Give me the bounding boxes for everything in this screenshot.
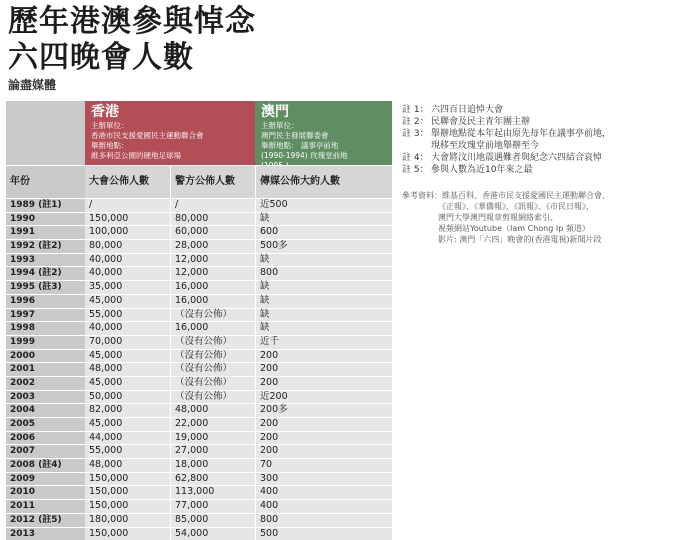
- note-text: 六四百日追悼大會: [431, 104, 503, 116]
- cell-organizer-count: 150,000: [85, 486, 170, 499]
- table-row: [6, 266, 392, 280]
- cell-organizer-count: 50,000: [85, 391, 170, 404]
- cell-police-count: （沒有公佈）: [170, 309, 255, 322]
- cell-media-count: 近500: [255, 199, 392, 212]
- cell-media-count: 300: [255, 473, 392, 486]
- cell-year: 2004: [6, 404, 85, 417]
- title-line-1: 歷年港澳參與悼念: [8, 4, 256, 40]
- table-row: [6, 349, 392, 363]
- note-label: 註 3：: [402, 128, 431, 140]
- cell-media-count: 缺: [255, 281, 392, 294]
- cell-year: 1999: [6, 336, 85, 349]
- cell-media-count: 500多: [255, 240, 392, 253]
- cell-organizer-count: 48,000: [85, 459, 170, 472]
- hongkong-name: 香港: [91, 104, 249, 121]
- cell-media-count: 缺: [255, 295, 392, 308]
- table-body: [6, 198, 392, 540]
- cell-media-count: 缺: [255, 254, 392, 267]
- note-item: [402, 128, 694, 140]
- cell-police-count: 28,000: [170, 240, 255, 253]
- table-row: [6, 321, 392, 335]
- cell-organizer-count: /: [85, 199, 170, 212]
- cell-organizer-count: 80,000: [85, 240, 170, 253]
- note-text: 大會將汶川地震遇難者與紀念六四結合哀悼: [431, 152, 602, 164]
- title-line-2: 六四晚會人數: [8, 40, 256, 76]
- hongkong-info-line: 舉辦地點：: [91, 141, 249, 151]
- cell-year: 2009: [6, 473, 85, 486]
- cell-media-count: 500: [255, 528, 392, 540]
- cell-media-count: 200: [255, 350, 392, 363]
- cell-police-count: 12,000: [170, 267, 255, 280]
- page-title: [8, 4, 256, 76]
- cell-police-count: （沒有公佈）: [170, 391, 255, 404]
- cell-year: 2005: [6, 418, 85, 431]
- table-row: [6, 485, 392, 499]
- cell-year: 2002: [6, 377, 85, 390]
- macau-info-line: 主辦單位：: [261, 121, 386, 131]
- cell-media-count: 200: [255, 377, 392, 390]
- cell-year: 2008 (註4): [6, 459, 85, 472]
- reference-line: 參考資料：維基百科、香港市民支援愛國民主運動聯合會、: [402, 190, 694, 201]
- cell-media-count: 70: [255, 459, 392, 472]
- cell-police-count: /: [170, 199, 255, 212]
- cell-year: 1993: [6, 254, 85, 267]
- note-text: 現移至玫瑰堂前地舉辦至今: [431, 140, 539, 152]
- cell-media-count: 缺: [255, 322, 392, 335]
- cell-police-count: 77,000: [170, 500, 255, 513]
- cell-organizer-count: 40,000: [85, 254, 170, 267]
- cell-organizer-count: 44,000: [85, 432, 170, 445]
- cell-police-count: 85,000: [170, 514, 255, 527]
- note-label: [402, 140, 431, 152]
- cell-organizer-count: 40,000: [85, 267, 170, 280]
- cell-organizer-count: 35,000: [85, 281, 170, 294]
- hongkong-info-line: 香港市民支援愛國民主運動聯合會: [91, 131, 249, 141]
- macau-name: 澳門: [261, 104, 386, 121]
- table-row: [6, 280, 392, 294]
- cell-media-count: 缺: [255, 213, 392, 226]
- table-row: [6, 431, 392, 445]
- column-headers: [6, 165, 392, 198]
- cell-media-count: 近千: [255, 336, 392, 349]
- references: [402, 190, 694, 245]
- cell-media-count: 200: [255, 418, 392, 431]
- cell-year: 1997: [6, 309, 85, 322]
- cell-organizer-count: 150,000: [85, 500, 170, 513]
- note-text: 民聯會及民主青年團主辦: [431, 116, 530, 128]
- cell-year: 2000: [6, 350, 85, 363]
- cell-media-count: 200: [255, 445, 392, 458]
- table-row: [6, 362, 392, 376]
- cell-year: 1989 (註1): [6, 199, 85, 212]
- note-item: [402, 164, 694, 176]
- cell-police-count: （沒有公佈）: [170, 336, 255, 349]
- cell-media-count: 200多: [255, 404, 392, 417]
- note-label: 註 4：: [402, 152, 431, 164]
- note-item: [402, 140, 694, 152]
- table-row: [6, 472, 392, 486]
- cell-year: 1996: [6, 295, 85, 308]
- note-text: 舉辦地點從本年起由原先每年在議事亭前地，: [431, 128, 611, 140]
- cell-organizer-count: 48,000: [85, 363, 170, 376]
- cell-organizer-count: 45,000: [85, 377, 170, 390]
- cell-police-count: 113,000: [170, 486, 255, 499]
- cell-police-count: （沒有公佈）: [170, 350, 255, 363]
- cell-police-count: 18,000: [170, 459, 255, 472]
- cell-police-count: 16,000: [170, 281, 255, 294]
- cell-year: 2012 (註5): [6, 514, 85, 527]
- table-row: [6, 417, 392, 431]
- cell-media-count: 200: [255, 432, 392, 445]
- cell-organizer-count: 150,000: [85, 528, 170, 540]
- table-row: [6, 499, 392, 513]
- table-row: [6, 239, 392, 253]
- cell-organizer-count: 180,000: [85, 514, 170, 527]
- reference-line: 視頻網站Youtube（Iam Chong Ip 頻道）: [402, 223, 694, 234]
- hongkong-info-line: 主辦單位：: [91, 121, 249, 131]
- note-text: 參與人數為近10年來之最: [431, 164, 532, 176]
- cell-police-count: （沒有公佈）: [170, 377, 255, 390]
- cell-police-count: 27,000: [170, 445, 255, 458]
- cell-organizer-count: 45,000: [85, 295, 170, 308]
- cell-organizer-count: 45,000: [85, 350, 170, 363]
- cell-police-count: 12,000: [170, 254, 255, 267]
- table-row: [6, 198, 392, 212]
- cell-organizer-count: 40,000: [85, 322, 170, 335]
- cell-police-count: 19,000: [170, 432, 255, 445]
- cell-media-count: 400: [255, 500, 392, 513]
- cell-police-count: （沒有公佈）: [170, 363, 255, 376]
- table-row: [6, 335, 392, 349]
- cell-media-count: 400: [255, 486, 392, 499]
- cell-media-count: 200: [255, 363, 392, 376]
- cell-police-count: 60,000: [170, 226, 255, 239]
- cell-organizer-count: 55,000: [85, 309, 170, 322]
- macau-info-line: (1990-1994) 玫瑰堂前地: [261, 151, 386, 161]
- cell-year: 1991: [6, 226, 85, 239]
- data-table: [6, 101, 392, 540]
- cell-year: 1994 (註2): [6, 267, 85, 280]
- column-header-organizer: 大會公佈人數: [85, 166, 170, 198]
- source-label: 論盡媒體: [8, 76, 56, 93]
- note-item: [402, 116, 694, 128]
- table-row: [6, 308, 392, 322]
- notes-list: [402, 104, 694, 176]
- table-row: [6, 253, 392, 267]
- cell-media-count: 缺: [255, 309, 392, 322]
- table-row: [6, 513, 392, 527]
- note-item: [402, 152, 694, 164]
- cell-police-count: 16,000: [170, 295, 255, 308]
- cell-year: 2001: [6, 363, 85, 376]
- cell-media-count: 800: [255, 267, 392, 280]
- table-row: [6, 403, 392, 417]
- reference-line: 澳門大學澳門報章剪報網絡索引、: [402, 212, 694, 223]
- cell-media-count: 800: [255, 514, 392, 527]
- header-spacer: [6, 101, 85, 165]
- cell-year: 2010: [6, 486, 85, 499]
- cell-police-count: 54,000: [170, 528, 255, 540]
- cell-organizer-count: 55,000: [85, 445, 170, 458]
- cell-police-count: 16,000: [170, 322, 255, 335]
- cell-organizer-count: 45,000: [85, 418, 170, 431]
- cell-year: 2007: [6, 445, 85, 458]
- macau-info-line: 澳門民主發展聯委會: [261, 131, 386, 141]
- cell-year: 2011: [6, 500, 85, 513]
- table-row: [6, 458, 392, 472]
- cell-organizer-count: 100,000: [85, 226, 170, 239]
- macau-header: [255, 101, 392, 165]
- reference-line: 《正報》、《華僑報》、《訊報》、《市民日報》、: [402, 201, 694, 212]
- column-header-police: 警方公佈人數: [170, 166, 255, 198]
- cell-year: 1998: [6, 322, 85, 335]
- cell-year: 1990: [6, 213, 85, 226]
- cell-police-count: 80,000: [170, 213, 255, 226]
- note-item: [402, 104, 694, 116]
- cell-year: 1992 (註2): [6, 240, 85, 253]
- cell-year: 1995 (註3): [6, 281, 85, 294]
- column-header-year: 年份: [6, 166, 85, 198]
- table-row: [6, 376, 392, 390]
- table-row: [6, 527, 392, 540]
- column-header-media: 傳媒公佈大約人數: [255, 166, 392, 198]
- note-label: 註 5：: [402, 164, 431, 176]
- cell-year: 2003: [6, 391, 85, 404]
- cell-year: 2013: [6, 528, 85, 540]
- cell-organizer-count: 150,000: [85, 213, 170, 226]
- cell-year: 2006: [6, 432, 85, 445]
- reference-line: 影片: 澳門「六四」晚會的(香港電視)新聞片段: [402, 234, 694, 245]
- table-row: [6, 444, 392, 458]
- table-row: [6, 225, 392, 239]
- hongkong-info-line: 維多利亞公園的硬地足球場: [91, 151, 249, 161]
- table-row: [6, 212, 392, 226]
- table-row: [6, 390, 392, 404]
- cell-media-count: 600: [255, 226, 392, 239]
- macau-info-line: 舉辦地點： 議事亭前地: [261, 141, 386, 151]
- cell-organizer-count: 82,000: [85, 404, 170, 417]
- cell-police-count: 62,800: [170, 473, 255, 486]
- cell-organizer-count: 150,000: [85, 473, 170, 486]
- note-label: 註 2：: [402, 116, 431, 128]
- hongkong-header: [85, 101, 255, 165]
- region-header: [6, 101, 392, 165]
- table-row: [6, 294, 392, 308]
- cell-organizer-count: 70,000: [85, 336, 170, 349]
- cell-police-count: 48,000: [170, 404, 255, 417]
- cell-media-count: 近200: [255, 391, 392, 404]
- cell-police-count: 22,000: [170, 418, 255, 431]
- note-label: 註 1：: [402, 104, 431, 116]
